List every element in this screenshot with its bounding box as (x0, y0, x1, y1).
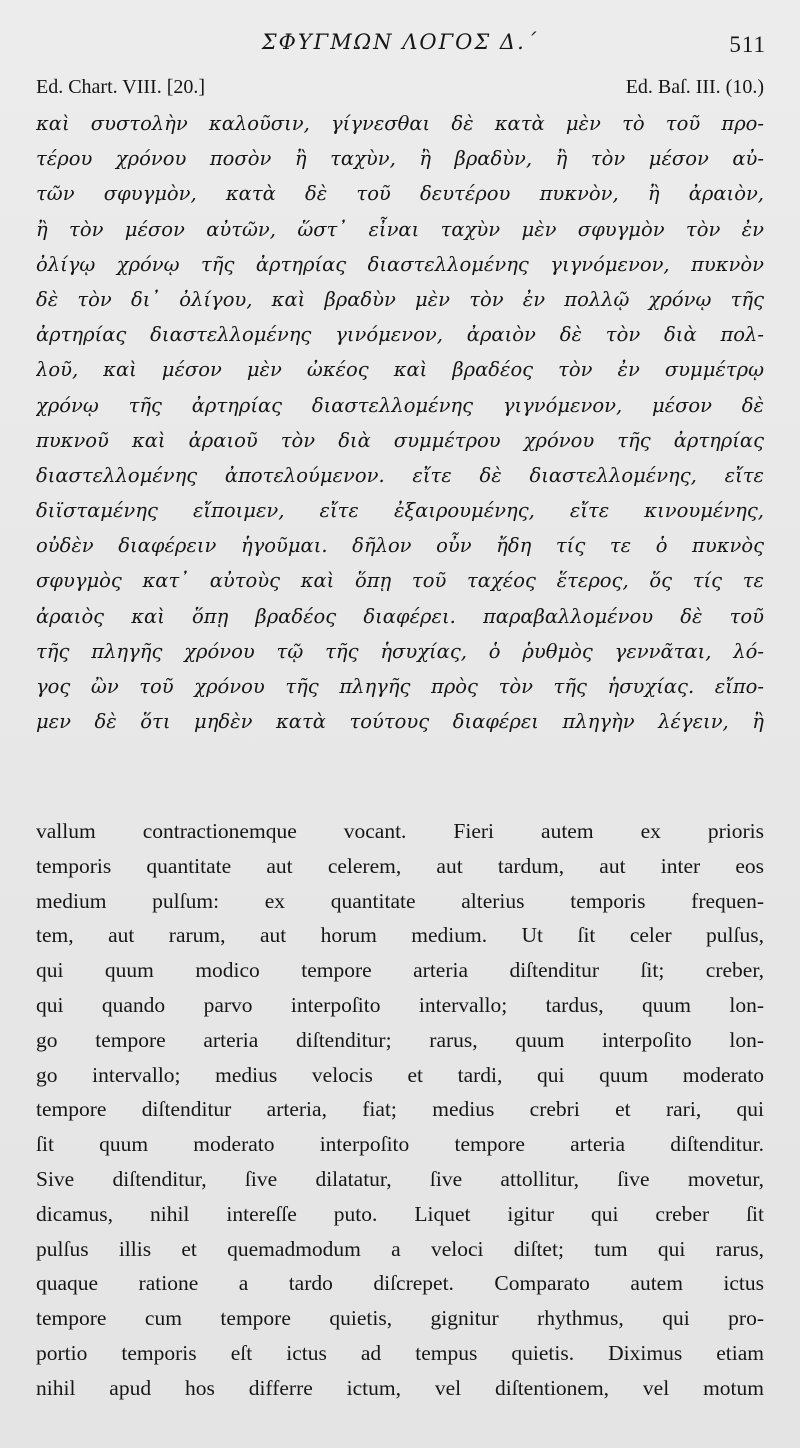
greek-text-line: γος ὢν τοῦ χρόνου τῆς πληγῆς πρὸς τὸν τῆς ἡσυχίας. εἴπο- (36, 675, 764, 698)
greek-text-line: τέρου χρόνου ποσὸν ἢ ταχὺν, ἢ βραδὺν, ἢ τὸν μέσον αὐ- (36, 147, 764, 171)
latin-text-line: quaque ratione a tardo diſcrepet. Comparato autem ictus (36, 1271, 764, 1296)
greek-text-line: χρόνῳ τῆς ἀρτηρίας διαστελλομένης γιγνόμενον, μέσον δὲ (36, 393, 764, 417)
latin-text-line: pulſus illis et quemadmodum a veloci diſtet; tum qui rarus, (36, 1236, 764, 1261)
edition-reference-basel: Ed. Baſ. III. (10.) (625, 76, 764, 98)
greek-text-line: καὶ συστολὴν καλοῦσιν, γίγνεσθαι δὲ κατὰ μὲν τὸ τοῦ προ- (36, 112, 764, 135)
latin-text-line: portio temporis eſt ictus ad tempus quietis. Diximus etiam (36, 1340, 764, 1365)
greek-text-line: δὲ τὸν δι᾽ ὀλίγου, καὶ βραδὺν μὲν τὸν ἐν πολλῷ χρόνῳ τῆς (36, 287, 764, 311)
latin-text-block (36, 814, 764, 1406)
greek-text-line: τῆς πληγῆς χρόνου τῷ τῆς ἡσυχίας, ὁ ῥυθμὸς γεννᾶται, λό- (36, 639, 764, 663)
greek-text-line: πυκνοῦ καὶ ἀραιοῦ τὸν διὰ συμμέτρου χρόνου τῆς ἀρτηρίας (36, 428, 764, 452)
edition-reference-row (36, 76, 764, 99)
latin-text-line: ſit quum moderato interpoſito tempore arteria diſtenditur. (36, 1132, 764, 1157)
latin-text-line: tempore diſtenditur arteria, fiat; medius crebri et rari, qui (36, 1097, 764, 1122)
latin-text-line: vallum contractionemque vocant. Fieri autem ex prioris (36, 819, 764, 843)
greek-text-line: ἀραιὸς καὶ ὅπῃ βραδέος διαφέρει. παραβαλλομένου δὲ τοῦ (36, 604, 764, 628)
latin-text-line: go tempore arteria diſtenditur; rarus, quum interpoſito lon- (36, 1027, 764, 1052)
latin-text-line: go intervallo; medius velocis et tardi, qui quum moderato (36, 1062, 764, 1087)
greek-text-line: ὀλίγῳ χρόνῳ τῆς ἀρτηρίας διαστελλομένης γιγνόμενον, πυκνὸν (36, 252, 764, 276)
latin-text-line: tempore cum tempore quietis, gignitur rhythmus, qui pro- (36, 1306, 764, 1331)
greek-text-line: διϊσταμένης εἴποιμεν, εἴτε ἐξαιρουμένης, εἴτε κινουμένης, (36, 499, 764, 523)
latin-text-line: medium pulſum: ex quantitate alterius temporis frequen- (36, 888, 764, 913)
greek-text-line: διαστελλομένης ἀποτελούμενον. εἴτε δὲ διαστελλομένης, εἴτε (36, 463, 764, 487)
running-title: ΣΦΥΓΜΩΝ ΛΟΓΟΣ Δ.´ (261, 30, 539, 54)
latin-text-line: qui quum modico tempore arteria diſtenditur ſit; creber, (36, 958, 764, 983)
edition-reference-chartier: Ed. Chart. VIII. [20.] (36, 76, 206, 98)
latin-text-line: dicamus, nihil intereſſe puto. Liquet igitur qui creber ſit (36, 1201, 764, 1226)
greek-text-line: μεν δὲ ὅτι μηδὲν κατὰ τούτους διαφέρει πληγὴν λέγειν, ἢ (36, 710, 764, 734)
page-number: 511 (729, 32, 766, 57)
latin-text-line: qui quando parvo interpoſito intervallo; tardus, quum lon- (36, 992, 764, 1017)
greek-text-line: ἀρτηρίας διαστελλομένης γινόμενον, ἀραιὸν δὲ τὸν διὰ πολ- (36, 323, 764, 347)
latin-text-line: temporis quantitate aut celerem, aut tardum, aut inter eos (36, 853, 764, 878)
greek-text-line: ἢ τὸν μέσον αὐτῶν, ὥστ᾽ εἶναι ταχὺν μὲν σφυγμὸν τὸν ἐν (36, 217, 764, 241)
latin-text-line: Sive diſtenditur, ſive dilatatur, ſive attollitur, ſive movetur, (36, 1166, 764, 1191)
greek-text-line: τῶν σφυγμὸν, κατὰ δὲ τοῦ δευτέρου πυκνὸν, ἢ ἀραιὸν, (36, 182, 764, 206)
latin-text-line: nihil apud hos differre ictum, vel diſtentionem, vel motum (36, 1375, 764, 1400)
greek-text-block (36, 106, 764, 739)
greek-text-line: οὐδὲν διαφέρειν ἡγοῦμαι. δῆλον οὖν ἤδη τίς τε ὁ πυκνὸς (36, 534, 764, 558)
greek-text-line: λοῦ, καὶ μέσον μὲν ὠκέος καὶ βραδέος τὸν ἐν συμμέτρῳ (36, 358, 764, 382)
latin-text-line: tem, aut rarum, aut horum medium. Ut ſit celer pulſus, (36, 923, 764, 948)
greek-text-line: σφυγμὸς κατ᾽ αὐτοὺς καὶ ὅπῃ τοῦ ταχέος ἕτερος, ὅς τίς τε (36, 569, 764, 593)
